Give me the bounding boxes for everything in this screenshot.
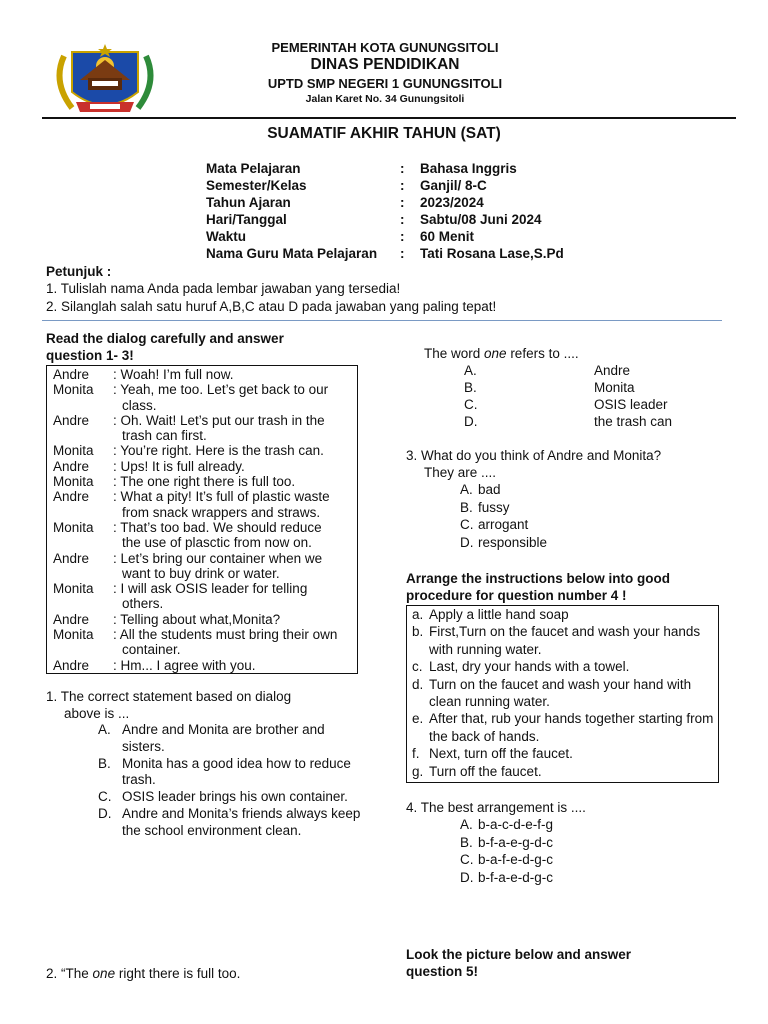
option-text: b-a-f-e-d-g-c bbox=[478, 852, 554, 868]
info-colon: : bbox=[400, 178, 405, 193]
instructions-heading: Petunjuk : bbox=[46, 264, 112, 279]
option-letter: D. bbox=[460, 869, 474, 885]
utterance: : Woah! I’m full now. bbox=[113, 367, 234, 382]
header-government: PEMERINTAH KOTA GUNUNGSITOLI bbox=[271, 40, 499, 55]
option-text: Andre and Monita’s friends always keep the school environment clean. bbox=[122, 805, 361, 838]
step-text: Turn on the faucet and wash your hand with clean running water. bbox=[429, 676, 692, 710]
info-row bbox=[206, 211, 564, 228]
section-divider bbox=[42, 320, 722, 321]
option-letter: B. bbox=[460, 834, 473, 850]
speaker: Andre bbox=[53, 657, 90, 673]
info-key: Mata Pelajaran bbox=[206, 161, 301, 176]
info-row bbox=[206, 194, 564, 211]
option-letter: A. bbox=[98, 721, 111, 737]
speaker: Andre bbox=[53, 412, 90, 428]
option-letter: B. bbox=[460, 499, 473, 515]
procedure-step bbox=[412, 710, 714, 745]
info-value: Ganjil/ 8-C bbox=[420, 178, 487, 193]
option-text: responsible bbox=[478, 534, 548, 550]
stem-text: refers to .... bbox=[506, 346, 579, 361]
utterance: : Let’s bring our container when we want to buy drink or water. bbox=[113, 550, 323, 581]
option-letter: C. bbox=[460, 517, 474, 532]
question-2-stem bbox=[46, 965, 240, 982]
step-letter: d. bbox=[412, 676, 424, 692]
dialog-instruction: question 1- 3! bbox=[46, 348, 134, 363]
dialog-line bbox=[53, 581, 357, 612]
option-text: Andre bbox=[594, 363, 631, 378]
option-letter: C. bbox=[460, 852, 474, 868]
answer-option[interactable] bbox=[98, 789, 361, 806]
step-text: Apply a little hand soap bbox=[429, 607, 569, 622]
info-row bbox=[206, 245, 564, 262]
info-key: Tahun Ajaran bbox=[206, 195, 291, 210]
speaker: Andre bbox=[53, 367, 90, 382]
speaker: Monita bbox=[53, 581, 94, 597]
dialog-line bbox=[53, 474, 357, 489]
option-letter: B. bbox=[464, 380, 477, 395]
procedure-instruction: procedure for question number 4 ! bbox=[406, 588, 627, 603]
info-colon: : bbox=[400, 212, 405, 227]
header-divider bbox=[42, 117, 736, 119]
dialog-line bbox=[53, 443, 357, 458]
question-1-stem: 1. The correct statement based on dialog bbox=[46, 688, 292, 704]
answer-option[interactable] bbox=[460, 816, 726, 834]
step-text: First,Turn on the faucet and wash your hands with running water. bbox=[429, 624, 701, 657]
speaker: Andre bbox=[53, 489, 90, 505]
option-text: OSIS leader bbox=[594, 397, 668, 412]
answer-option[interactable] bbox=[464, 413, 726, 430]
info-key: Semester/Kelas bbox=[206, 178, 307, 193]
procedure-box bbox=[406, 605, 719, 783]
utterance: : Yeah, me too. Let’s get back to our class. bbox=[113, 382, 329, 413]
info-colon: : bbox=[400, 161, 405, 176]
info-key: Hari/Tanggal bbox=[206, 212, 287, 227]
dialog-line bbox=[53, 551, 357, 582]
q5-instruction-line: Look the picture below and answer bbox=[406, 947, 632, 962]
utterance: : What a pity! It’s full of plastic waste from snack wrappers and straws. bbox=[113, 489, 330, 520]
utterance: : The one right there is full too. bbox=[113, 474, 296, 490]
stem-text: The word bbox=[424, 346, 485, 361]
option-text: Monita has a good idea how to reduce trash. bbox=[122, 755, 351, 788]
dialog-line bbox=[53, 382, 357, 413]
option-text: Monita bbox=[594, 380, 635, 395]
question-3-stem-cont: They are .... bbox=[424, 465, 497, 480]
dialog-line bbox=[53, 627, 357, 658]
answer-option[interactable] bbox=[460, 481, 726, 499]
dialog-line bbox=[53, 520, 357, 551]
step-letter: a. bbox=[412, 607, 424, 622]
speaker: Andre bbox=[53, 611, 90, 627]
info-row bbox=[206, 160, 564, 177]
info-row bbox=[206, 228, 564, 245]
option-text: b-f-a-e-g-d-c bbox=[478, 834, 554, 850]
procedure-instruction: Arrange the instructions below into good bbox=[406, 571, 671, 586]
procedure-step bbox=[412, 676, 714, 711]
option-letter: A. bbox=[460, 817, 473, 833]
procedure-step bbox=[412, 763, 714, 780]
info-row bbox=[206, 177, 564, 194]
answer-option[interactable] bbox=[460, 534, 726, 552]
utterance: : Oh. Wait! Let’s put our trash in the trash can first. bbox=[113, 412, 325, 444]
instruction-item: 2. Silanglah salah satu huruf A,B,C atau D pada jawaban yang paling tepat! bbox=[46, 299, 497, 314]
question-1-options bbox=[98, 722, 361, 840]
info-value: Sabtu/08 Juni 2024 bbox=[420, 212, 542, 227]
answer-option[interactable] bbox=[460, 499, 726, 517]
info-value: Bahasa Inggris bbox=[420, 161, 517, 176]
info-key: Waktu bbox=[206, 229, 246, 244]
step-letter: e. bbox=[412, 711, 424, 727]
step-text: Last, dry your hands with a towel. bbox=[429, 659, 630, 675]
answer-option[interactable] bbox=[460, 834, 726, 852]
header-address: Jalan Karet No. 34 Gunungsitoli bbox=[305, 93, 465, 105]
step-letter: g. bbox=[412, 763, 424, 779]
procedure-step bbox=[412, 623, 714, 658]
option-letter: C. bbox=[464, 397, 478, 412]
dialog-line bbox=[53, 658, 357, 673]
stem-text: “The bbox=[61, 966, 93, 981]
answer-option[interactable] bbox=[464, 396, 726, 413]
speaker: Monita bbox=[53, 627, 94, 643]
step-letter: c. bbox=[412, 659, 423, 675]
question-1-stem-cont: above is ... bbox=[64, 705, 130, 721]
dialog-box bbox=[46, 365, 358, 674]
info-value: Tati Rosana Lase,S.Pd bbox=[420, 246, 564, 261]
dialog-line bbox=[53, 612, 357, 627]
stem-text: right there is full too. bbox=[115, 966, 241, 981]
instructions bbox=[46, 263, 496, 316]
answer-option[interactable] bbox=[464, 379, 726, 396]
step-text: Next, turn off the faucet. bbox=[429, 746, 573, 762]
instruction-item: 1. Tulislah nama Anda pada lembar jawaban yang tersedia! bbox=[46, 281, 401, 296]
municipal-crest-icon bbox=[50, 42, 160, 120]
left-column bbox=[46, 330, 361, 840]
answer-option[interactable] bbox=[460, 516, 726, 534]
utterance: : All the students must bring their own container. bbox=[113, 627, 338, 658]
dialog-line bbox=[53, 413, 357, 444]
option-text: Andre and Monita are brother and sisters. bbox=[122, 721, 325, 754]
question-5-instruction bbox=[406, 946, 631, 980]
option-text: OSIS leader brings his own container. bbox=[122, 789, 348, 805]
procedure-step bbox=[412, 658, 714, 675]
speaker: Monita bbox=[53, 382, 94, 398]
info-value: 60 Menit bbox=[420, 229, 475, 244]
option-letter: C. bbox=[98, 789, 112, 805]
info-value: 2023/2024 bbox=[420, 195, 484, 210]
info-key: Nama Guru Mata Pelajaran bbox=[206, 246, 378, 261]
speaker: Monita bbox=[53, 474, 94, 490]
option-text: b-a-c-d-e-f-g bbox=[478, 817, 554, 833]
speaker: Monita bbox=[53, 443, 94, 459]
option-text: arrogant bbox=[478, 517, 529, 532]
header-school: UPTD SMP NEGERI 1 GUNUNGSITOLI bbox=[267, 76, 503, 91]
option-text: the trash can bbox=[594, 414, 673, 429]
procedure-step bbox=[412, 606, 714, 623]
step-letter: b. bbox=[412, 624, 424, 640]
step-text: After that, rub your hands together starting from the back of hands. bbox=[429, 711, 714, 744]
answer-option[interactable] bbox=[98, 756, 361, 790]
utterance: : Telling about what,Monita? bbox=[113, 611, 281, 627]
stem-emphasis: one bbox=[484, 346, 507, 361]
procedure-step bbox=[412, 745, 714, 762]
utterance: : You’re right. Here is the trash can. bbox=[113, 443, 324, 459]
info-colon: : bbox=[400, 229, 405, 244]
speaker: Andre bbox=[53, 550, 90, 566]
question-4-options bbox=[460, 816, 726, 886]
info-colon: : bbox=[400, 195, 405, 210]
dialog-instruction: Read the dialog carefully and answer bbox=[46, 331, 284, 346]
right-column bbox=[406, 345, 726, 886]
answer-option[interactable] bbox=[460, 851, 726, 869]
answer-option[interactable] bbox=[98, 806, 361, 840]
question-2-options bbox=[464, 362, 726, 430]
header-agency: DINAS PENDIDIKAN bbox=[310, 56, 460, 73]
option-letter: B. bbox=[98, 755, 111, 771]
utterance: : That’s too bad. We should reduce the use of plasctic from now on. bbox=[113, 519, 322, 551]
dialog-line bbox=[53, 459, 357, 474]
answer-option[interactable] bbox=[464, 362, 726, 379]
step-text: Turn off the faucet. bbox=[429, 763, 542, 779]
question-4-stem: 4. The best arrangement is .... bbox=[406, 800, 586, 816]
question-3-stem: 3. What do you think of Andre and Monita? bbox=[406, 448, 662, 463]
dialog-line bbox=[53, 367, 357, 382]
speaker: Monita bbox=[53, 519, 94, 535]
question-2-cont bbox=[406, 345, 726, 362]
dialog-line bbox=[53, 489, 357, 520]
info-colon: : bbox=[400, 246, 405, 261]
option-text: bad bbox=[478, 482, 501, 497]
q5-instruction-line: question 5! bbox=[406, 964, 479, 979]
exam-info-table bbox=[206, 160, 564, 262]
answer-option[interactable] bbox=[460, 869, 726, 887]
option-letter: D. bbox=[98, 805, 112, 821]
option-letter: A. bbox=[464, 363, 477, 378]
option-letter: A. bbox=[460, 482, 473, 497]
option-letter: D. bbox=[464, 414, 478, 429]
utterance: : Hm... I agree with you. bbox=[113, 657, 256, 673]
option-letter: D. bbox=[460, 534, 474, 550]
speaker: Andre bbox=[53, 458, 90, 474]
step-letter: f. bbox=[412, 746, 420, 762]
stem-emphasis: one bbox=[92, 966, 116, 981]
exam-title: SUAMATIF AKHIR TAHUN (SAT) bbox=[267, 125, 501, 142]
answer-option[interactable] bbox=[98, 722, 361, 756]
utterance: : I will ask OSIS leader for telling others. bbox=[113, 581, 308, 612]
question-number: 2. bbox=[46, 966, 58, 981]
option-text: fussy bbox=[478, 499, 510, 515]
question-3-options bbox=[460, 481, 726, 551]
option-text: b-f-a-e-d-g-c bbox=[478, 869, 554, 885]
utterance: : Ups! It is full already. bbox=[113, 458, 245, 474]
